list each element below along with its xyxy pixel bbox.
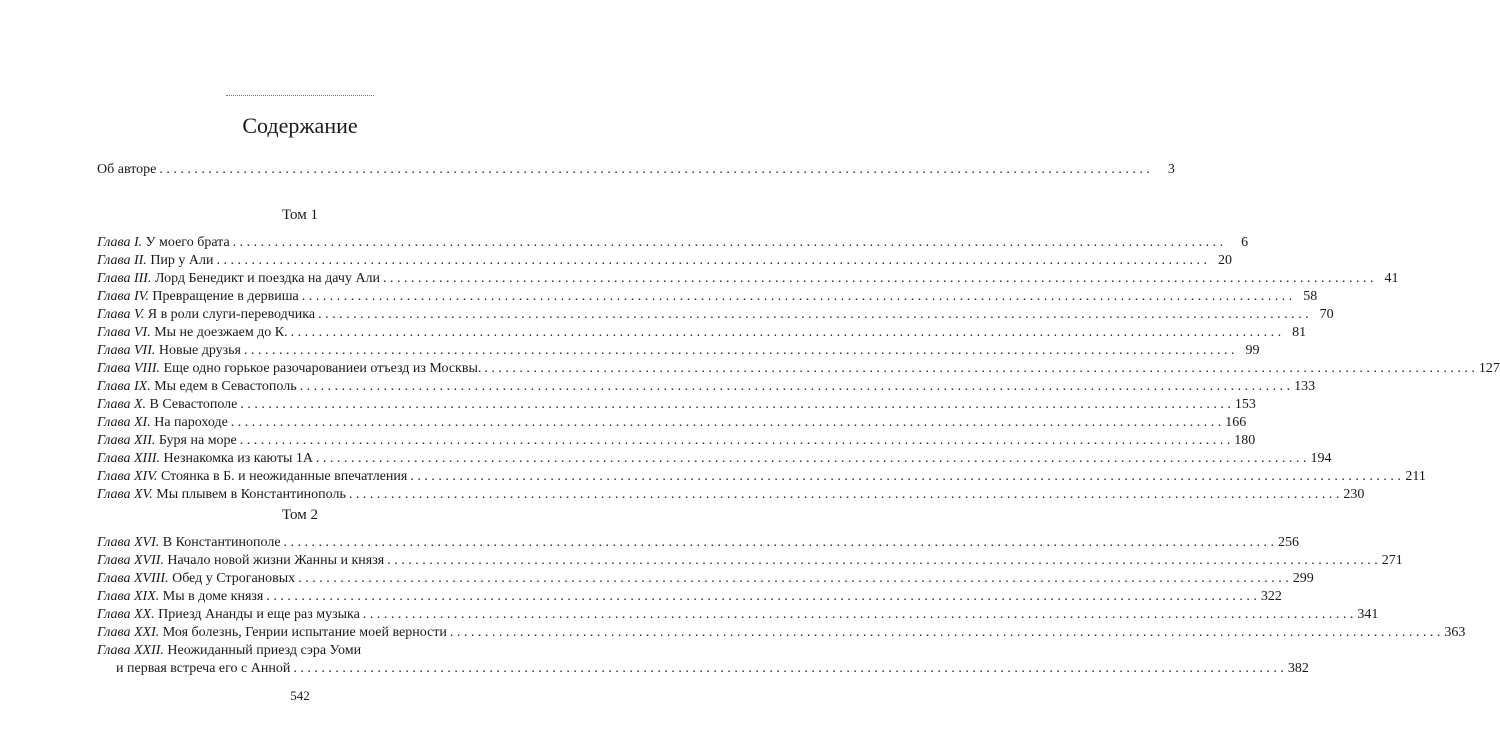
- chapter-page: 6: [1241, 235, 1249, 250]
- toc-entry[interactable]: [97, 588, 1282, 606]
- chapter-page: 194: [1310, 451, 1332, 466]
- chapter-page: 127: [1478, 361, 1500, 376]
- chapter-label: Глава XIV.: [97, 469, 158, 484]
- chapter-title: Моя болезнь, Генрии испытание моей верности: [162, 625, 447, 640]
- dot-leader: [349, 486, 1340, 504]
- chapter-title: Неожиданный приезд сэра Уоми: [167, 643, 362, 658]
- toc-entry[interactable]: [97, 270, 1399, 288]
- dot-leader: [387, 552, 1378, 570]
- toc-entry[interactable]: [97, 432, 1256, 450]
- dot-leader: [318, 306, 1309, 324]
- chapter-page: 180: [1234, 433, 1256, 448]
- chapter-label: Глава XV.: [97, 487, 153, 502]
- chapter-page: 81: [1292, 325, 1307, 340]
- toc-entry[interactable]: [97, 306, 1334, 324]
- chapter-page: 271: [1381, 553, 1403, 568]
- chapter-title: Еще одно горькое разочарованиеи отъезд из Москвы.: [163, 361, 482, 376]
- chapter-label: Глава XII.: [97, 433, 156, 448]
- toc-entry-page: 3: [1167, 162, 1175, 177]
- chapter-page: 230: [1343, 487, 1365, 502]
- chapter-page: 382: [1287, 661, 1309, 676]
- toc-entry-title: Об авторе: [97, 162, 157, 177]
- chapter-label: Глава IX.: [97, 379, 151, 394]
- chapter-label: Глава XI.: [97, 415, 151, 430]
- chapter-label: Глава XVII.: [97, 553, 164, 568]
- chapter-label: Глава IV.: [97, 289, 149, 304]
- chapter-title: Я в роли слуги-переводчика: [147, 307, 316, 322]
- dot-leader: [316, 450, 1307, 468]
- chapter-label: Глава III.: [97, 271, 152, 286]
- chapter-page: 363: [1444, 625, 1466, 640]
- toc-entry[interactable]: [97, 570, 1314, 588]
- dot-leader: [284, 534, 1275, 552]
- dot-leader: [240, 396, 1231, 414]
- chapter-page: 20: [1218, 253, 1233, 268]
- chapter-title-continuation: и первая встреча его с Анной: [116, 661, 291, 676]
- chapter-title: Превращение в дервиша: [152, 289, 299, 304]
- toc-entry-continuation[interactable]: [97, 660, 1309, 678]
- chapter-title: На пароходе: [154, 415, 228, 430]
- chapter-page: 322: [1260, 589, 1282, 604]
- chapter-label: Глава XXI.: [97, 625, 160, 640]
- chapter-label: Глава VII.: [97, 343, 156, 358]
- chapter-title: Стоянка в Б. и неожиданные впечатления: [160, 469, 408, 484]
- volume-1-title: Том 1: [282, 207, 318, 223]
- chapter-label: Глава XVI.: [97, 535, 160, 550]
- dot-leader: [293, 660, 1284, 678]
- dot-leader: [244, 342, 1235, 360]
- chapter-page: 41: [1384, 271, 1399, 286]
- page-number: 542: [290, 688, 310, 703]
- toc-entry[interactable]: [97, 252, 1233, 270]
- dot-leader: [300, 378, 1291, 396]
- chapter-label: Глава VIII.: [97, 361, 161, 376]
- chapter-title: Мы едем в Севастополь: [154, 379, 297, 394]
- chapter-title: Обед у Строгановых: [172, 571, 296, 586]
- toc-entry[interactable]: [97, 468, 1426, 486]
- toc-entry[interactable]: [97, 342, 1260, 360]
- chapter-title: Мы в доме князя: [162, 589, 264, 604]
- chapter-page: 99: [1245, 343, 1260, 358]
- chapter-label: Глава II.: [97, 253, 147, 268]
- chapter-page: 70: [1319, 307, 1334, 322]
- dot-leader: [291, 324, 1282, 342]
- chapter-label: Глава VI.: [97, 325, 151, 340]
- chapter-title: Мы не доезжаем до К.: [154, 325, 288, 340]
- dot-leader: [233, 234, 1224, 252]
- chapter-label: Глава XXII.: [97, 643, 164, 658]
- chapter-page: 58: [1303, 289, 1318, 304]
- toc-entry[interactable]: [97, 396, 1256, 414]
- chapter-title: Новые друзья: [158, 343, 241, 358]
- toc-entry[interactable]: [97, 450, 1332, 468]
- chapter-title: Пир у Али: [150, 253, 214, 268]
- top-dotted-rule: [226, 95, 374, 96]
- toc-entry[interactable]: [97, 360, 1500, 378]
- toc-entry[interactable]: [97, 414, 1247, 432]
- chapter-label: Глава XX.: [97, 607, 155, 622]
- intro-section: [97, 161, 1175, 179]
- dot-leader: [217, 252, 1208, 270]
- chapter-title: Лорд Бенедикт и поездка на дачу Али: [154, 271, 381, 286]
- chapter-label: Глава I.: [97, 235, 143, 250]
- toc-entry[interactable]: [97, 324, 1307, 342]
- chapter-page: 166: [1225, 415, 1247, 430]
- dot-leader: [484, 360, 1475, 378]
- dot-leader: [410, 468, 1401, 486]
- chapter-title: Мы плывем в Константинополь: [156, 487, 346, 502]
- chapter-title: В Севастополе: [149, 397, 238, 412]
- chapter-page: 341: [1357, 607, 1379, 622]
- chapter-page: 133: [1294, 379, 1316, 394]
- toc-entry[interactable]: [97, 552, 1403, 570]
- toc-entry[interactable]: [97, 486, 1365, 504]
- chapter-title: Буря на море: [158, 433, 237, 448]
- chapter-page: 211: [1405, 469, 1426, 484]
- chapter-label: Глава V.: [97, 307, 145, 322]
- dot-leader: [450, 624, 1441, 642]
- dot-leader: [383, 270, 1374, 288]
- dot-leader: [298, 570, 1289, 588]
- chapter-title: Приезд Ананды и еще раз музыка: [158, 607, 360, 622]
- dot-leader: [266, 588, 1257, 606]
- toc-entry[interactable]: [97, 534, 1300, 552]
- toc-entry[interactable]: [97, 234, 1249, 252]
- chapter-label: Глава XVIII.: [97, 571, 169, 586]
- dot-leader: [302, 288, 1293, 306]
- toc-entry-multiline[interactable]: [97, 642, 522, 660]
- toc-entry[interactable]: [97, 378, 1316, 396]
- volume-2-title: Том 2: [282, 507, 318, 523]
- chapter-title: В Константинополе: [162, 535, 281, 550]
- chapter-page: 299: [1292, 571, 1314, 586]
- toc-entry[interactable]: [97, 288, 1318, 306]
- chapter-label: Глава X.: [97, 397, 147, 412]
- chapter-label: Глава XIX.: [97, 589, 160, 604]
- toc-entry[interactable]: [97, 606, 1379, 624]
- volume-1-list: [97, 234, 1500, 504]
- dot-leader: [240, 432, 1231, 450]
- dot-leader: [231, 414, 1222, 432]
- dot-leader: [159, 161, 1150, 179]
- chapter-label: Глава XIII.: [97, 451, 161, 466]
- chapter-title: Начало новой жизни Жанны и князя: [167, 553, 385, 568]
- toc-entry[interactable]: [97, 624, 1466, 642]
- toc-entry-about-author[interactable]: [97, 161, 1175, 179]
- chapter-title: У моего брата: [145, 235, 230, 250]
- volume-2-list: [97, 534, 1466, 678]
- chapter-page: 153: [1234, 397, 1256, 412]
- dot-leader: [363, 606, 1354, 624]
- chapter-page: 256: [1278, 535, 1300, 550]
- page-title: Содержание: [242, 113, 358, 138]
- chapter-title: Незнакомка из каюты 1А: [163, 451, 313, 466]
